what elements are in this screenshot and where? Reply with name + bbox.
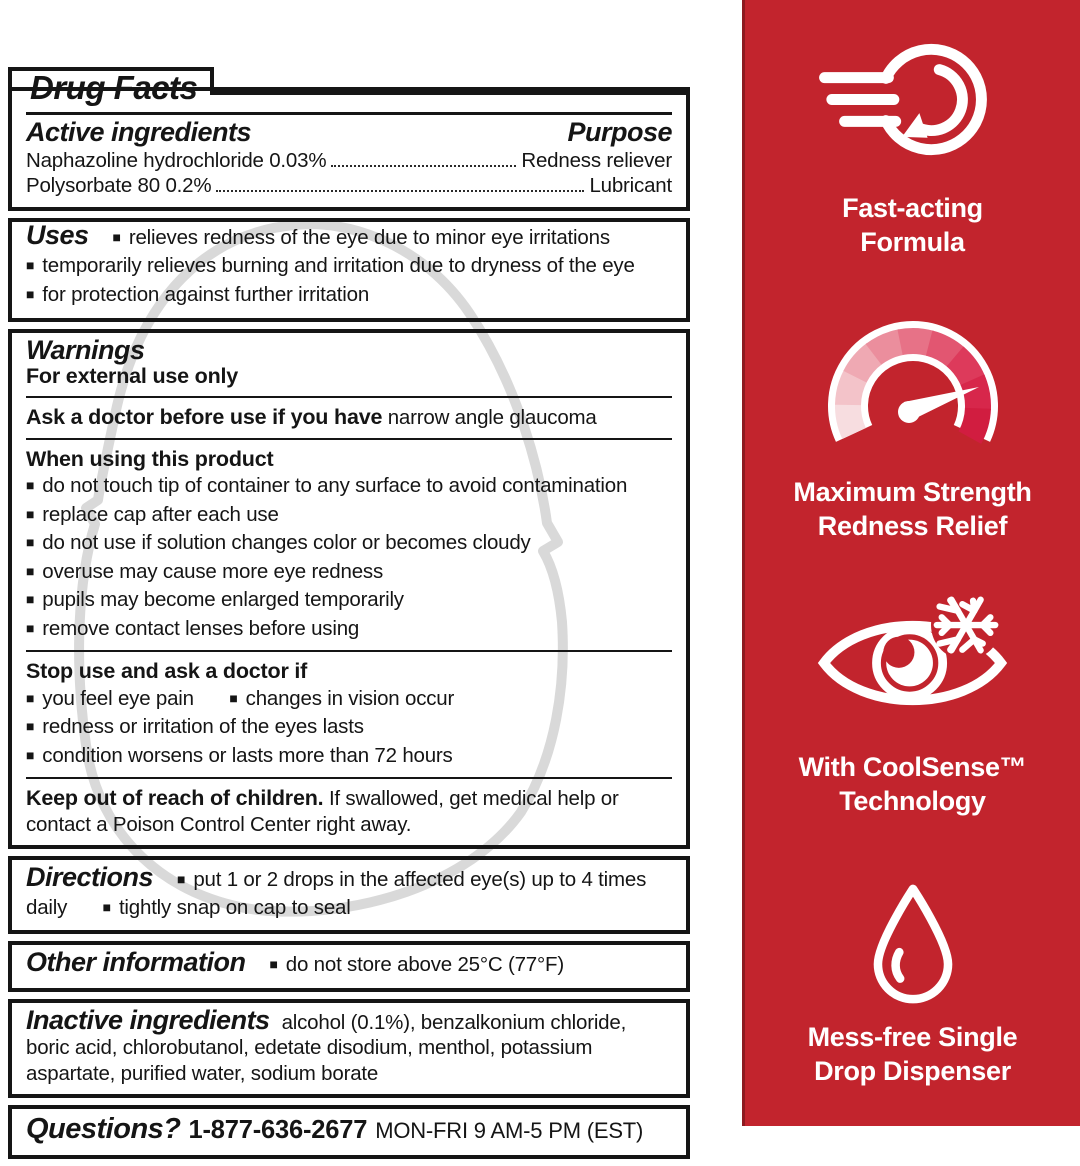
bullet-icon <box>26 687 42 710</box>
feature-sidebar <box>742 0 1080 1126</box>
questions-section <box>8 1105 690 1159</box>
warning-item: replace cap after each use <box>42 502 279 526</box>
header-top-edge <box>210 91 686 95</box>
other-information-heading: Other information <box>26 947 246 977</box>
bullet-icon <box>26 715 42 738</box>
when-using-heading: When using this product <box>26 446 274 471</box>
warning-item: do not use if solution changes color or becomes cloudy <box>42 531 531 554</box>
stop-use-heading: Stop use and ask a doctor if <box>26 659 308 683</box>
feature-max-strength <box>745 282 1080 564</box>
bullet-icon <box>103 896 119 919</box>
bullet-icon <box>26 531 42 554</box>
warnings-section <box>8 329 690 849</box>
warning-item: overuse may cause more eye redness <box>42 559 383 583</box>
title-rule <box>26 112 672 115</box>
feature-coolsense <box>745 563 1080 845</box>
warning-item: pupils may become enlarged temporarily <box>42 588 404 611</box>
bullet-icon <box>26 588 42 611</box>
ingredient-purpose: Lubricant <box>589 174 672 197</box>
speed-circle-icon <box>817 22 1009 177</box>
warning-item: condition worsens or lasts more than 72 hours <box>42 743 453 767</box>
ingredient-name: Polysorbate 80 0.2% <box>26 174 212 197</box>
questions-phone: 1-877-636-2677 <box>188 1116 368 1144</box>
gauge-icon <box>813 301 1013 461</box>
bullet-icon <box>113 226 129 249</box>
active-ingredients-heading: Active ingredients <box>26 117 252 147</box>
divider <box>26 650 672 652</box>
feature-single-drop <box>745 845 1080 1127</box>
external-use-text: For external use only <box>26 363 239 388</box>
inactive-ingredients-section <box>8 999 690 1099</box>
drug-facts-tab <box>8 67 214 91</box>
directions-section <box>8 856 690 934</box>
bullet-icon <box>26 474 42 497</box>
directions-heading: Directions <box>26 862 154 892</box>
other-information-section <box>8 941 690 992</box>
warning-item: remove contact lenses before using <box>42 616 360 640</box>
bullet-icon <box>26 560 42 583</box>
use-item: temporarily relieves burning and irritation due to dryness of the eye <box>42 254 635 277</box>
questions-hours: MON-FRI 9 AM-5 PM (EST) <box>375 1118 644 1143</box>
bullet-icon <box>26 744 42 767</box>
drug-facts-panel <box>8 69 690 1166</box>
warning-item: redness or irritation of the eyes lasts <box>42 715 364 738</box>
purpose-heading: Purpose <box>567 117 672 147</box>
other-information-item: do not store above 25°C (77°F) <box>285 953 564 976</box>
uses-heading: Uses <box>26 219 89 250</box>
ask-doctor-line: Ask a doctor before use if you have narrow angle glaucoma <box>26 405 597 429</box>
use-item: relieves redness of the eye due to minor eye irritations <box>128 225 610 249</box>
feature-caption: Mess-free Single Drop Dispenser <box>807 1022 1018 1087</box>
bullet-icon <box>26 254 42 277</box>
feature-caption: Maximum Strength Redness Relief <box>793 477 1032 542</box>
dotted-leader <box>216 190 584 192</box>
eye-coolsense-icon <box>810 590 1015 736</box>
direction-item: tightly snap on cap to seal <box>118 895 351 919</box>
active-ingredients-section <box>8 69 690 211</box>
feature-caption: Fast-acting Formula <box>842 193 983 258</box>
bullet-icon <box>26 283 42 306</box>
ingredient-row <box>26 148 672 174</box>
direction-item: put 1 or 2 drops in the affected eye(s) up to 4 times daily <box>26 868 647 919</box>
ingredient-row <box>26 173 672 199</box>
warning-item: changes in vision occur <box>245 686 455 710</box>
ingredient-name: Naphazoline hydrochloride 0.03% <box>26 148 327 172</box>
divider <box>26 396 672 398</box>
use-item: for protection against further irritation <box>42 282 370 306</box>
dotted-leader <box>331 165 516 167</box>
bullet-icon <box>270 953 286 976</box>
questions-heading: Questions? <box>26 1113 181 1145</box>
feature-fast-acting <box>745 0 1080 282</box>
divider <box>26 438 672 440</box>
feature-caption: With CoolSense™ Technology <box>798 751 1027 816</box>
droplet-icon <box>866 882 960 1006</box>
warning-item: you feel eye pain <box>42 686 194 710</box>
bullet-icon <box>26 503 42 526</box>
ingredient-purpose: Redness reliever <box>521 148 672 172</box>
keep-out-line: Keep out of reach of children. If swallowed, get medical help or contact a Poison Control Center right away. <box>26 786 619 836</box>
page-title: Drug Facts <box>30 69 198 106</box>
bullet-icon <box>177 868 193 891</box>
bullet-icon <box>26 617 42 640</box>
warnings-heading: Warnings <box>26 335 145 365</box>
divider <box>26 777 672 779</box>
uses-section <box>8 218 690 323</box>
warning-item: do not touch tip of container to any surface to avoid contamination <box>42 474 628 497</box>
bullet-icon <box>229 687 245 710</box>
inactive-ingredients-text: alcohol (0.1%), benzalkonium chloride, boric acid, chlorobutanol, edetate disodium, menthol, potassium aspartate, purified water, sodium borate <box>26 1010 627 1085</box>
inactive-ingredients-heading: Inactive ingredients <box>26 1004 270 1035</box>
